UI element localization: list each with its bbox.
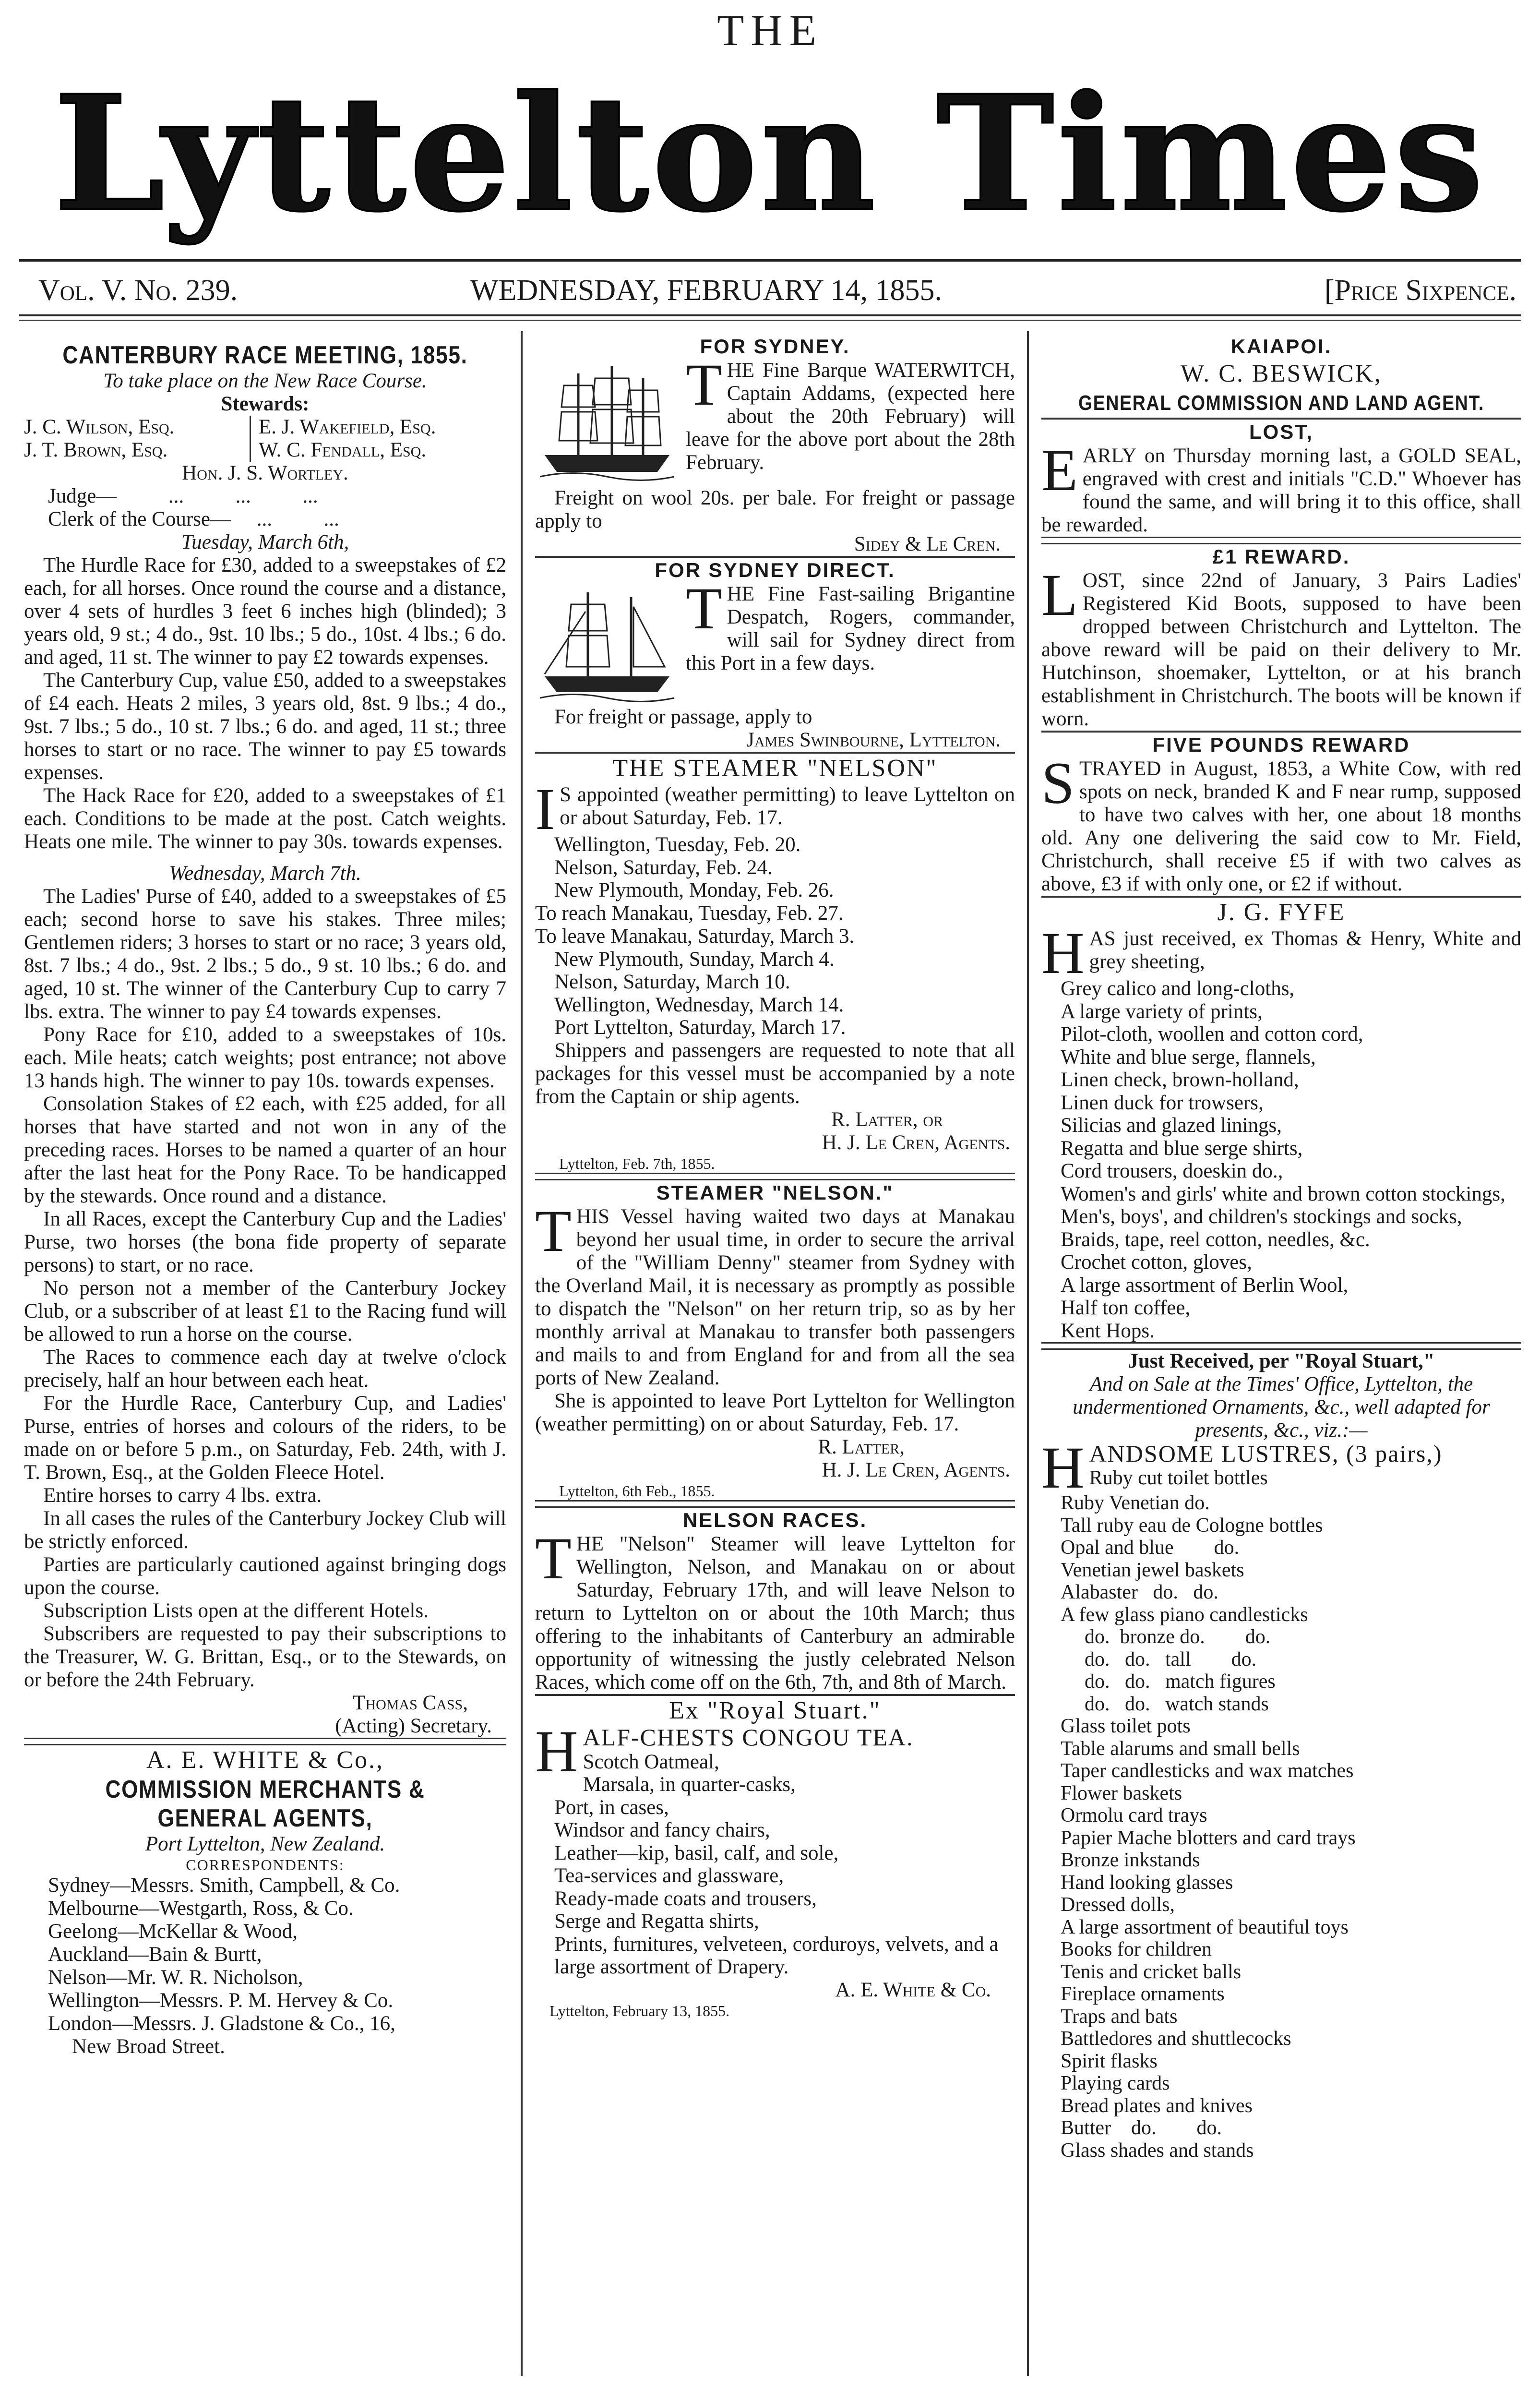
ornament-item: Ormolu card trays (1061, 1804, 1207, 1826)
steward-brown: J. T. Brown, Esq. (24, 439, 168, 461)
drop-cap: T (686, 576, 722, 641)
ornaments-list (1041, 1467, 1521, 2162)
for-sydney-heading: FOR SYDNEY. (700, 335, 850, 358)
separator (535, 1500, 1015, 1508)
royal-item: Port, in cases, (554, 1796, 669, 1819)
freight-text: Freight on wool 20s. per bale. For freight or passage apply to (535, 487, 1015, 532)
fyfe-item: Linen duck for trowsers, (1061, 1091, 1264, 1114)
nelson-races-heading: NELSON RACES. (682, 1508, 868, 1531)
masthead-title: Lyttelton Times (53, 60, 1487, 247)
fyfe-intro-text: AS just received, ex Thomas & Henry, White and grey sheeting, (1089, 927, 1521, 973)
steamer-nelson-heading: THE STEAMER "NELSON" (612, 755, 938, 782)
ornament-item: do. do. match figures (1085, 1670, 1276, 1693)
despatch-ad (535, 576, 1015, 675)
ornament-item: Bronze inkstands (1061, 1849, 1200, 1871)
correspondent-1: Melbourne—Westgarth, Ross, & Co. (48, 1897, 354, 1920)
hurdle-race-text: The Hurdle Race for £30, added to a sweepstakes of £2 each, for all horses. Once round the course and a distance, over 4 sets of hurdles 3 feet 6 inches high (blinded); 3 years old, 9 st.; 4 do., 9st. 10 lbs.; 5 do., 10st. 4 lbs.; 6 do. and aged, 11 st. The winner to pay £2 towards expenses. (24, 554, 506, 669)
fyfe-item: White and blue serge, flannels, (1061, 1045, 1316, 1069)
royal-stuart-list (535, 1751, 1015, 1979)
race-meeting-subheading: To take place on the New Race Course. (103, 370, 427, 392)
ornament-item: A few glass piano candlesticks (1061, 1603, 1308, 1626)
schedule-item: Nelson, Saturday, March 10. (554, 971, 790, 993)
column-divider-1 (521, 331, 523, 2376)
correspondent-0: Sydney—Messrs. Smith, Campbell, & Co. (48, 1874, 400, 1897)
ornament-item: Papier Mache blotters and card trays (1061, 1826, 1356, 1849)
correspondent-3: Auckland—Bain & Burtt, (48, 1943, 262, 1966)
entries-rule: For the Hurdle Race, Canterbury Cup, and Ladies' Purse, entries of horses and colours of the riders, to be made on or before 5 p.m., on Saturday, Feb. 24th, with J. T. Brown, Esq., at the Golden Fleece Hotel. (24, 1392, 506, 1484)
fyfe-item: A large variety of prints, (1061, 1000, 1263, 1023)
dogs-rule: Parties are particularly cautioned against bringing dogs upon the course. (24, 1553, 506, 1599)
steward-wortley: Hon. J. S. Wortley. (182, 462, 348, 484)
club-rules-rule: In all cases the rules of the Canterbury Jockey Club will be strictly enforced. (24, 1507, 506, 1553)
ornament-item: Hand looking glasses (1061, 1871, 1233, 1894)
pony-race-text: Pony Race for £10, added to a sweepstakes of 10s. each. Mile heats; catch weights; post entrance; not above 13 hands high. The winner to pay 10s. towards expenses. (24, 1023, 506, 1092)
drop-cap: H (1041, 1435, 1085, 1501)
drop-cap: H (535, 1718, 578, 1784)
ornament-item: do. do. watch stands (1085, 1693, 1269, 1715)
white-company-subheading: COMMISSION MERCHANTS & GENERAL AGENTS, (105, 1776, 425, 1832)
drop-cap: H (1041, 920, 1085, 986)
reward-heading: £1 REWARD. (1212, 545, 1350, 568)
dateline (19, 269, 1521, 312)
separator (24, 1738, 506, 1745)
subscription-lists-rule: Subscription Lists open at the different Hotels. (43, 1599, 429, 1622)
separator (1041, 1342, 1521, 1350)
correspondent-5: Wellington—Messrs. P. M. Hervey & Co. (48, 1989, 394, 2012)
waterwitch-ad (535, 352, 1015, 474)
just-received-subheading: And on Sale at the Times' Office, Lyttelton, the undermentioned Ornaments, &c., well adapted for presents, &c., viz.:— (1073, 1373, 1490, 1442)
schedule-item: Port Lyttelton, Saturday, March 17. (554, 1016, 846, 1039)
royal-item: Tea-services and glassware, (554, 1864, 784, 1887)
ornament-item: Opal and blue do. (1061, 1537, 1240, 1559)
royal-item: Leather—kip, basil, calf, and sole, (554, 1841, 839, 1864)
clerk-line: Clerk of the Course— ... ... (48, 508, 339, 530)
steward-wakefield: E. J. Wakefield, Esq. (250, 416, 436, 439)
royal-item: Windsor and fancy chairs, (554, 1819, 770, 1841)
stewards-row-2 (24, 439, 506, 462)
royal-item: Serge and Regatta shirts, (554, 1910, 759, 1933)
ornament-item: Flower baskets (1061, 1782, 1182, 1804)
fyfe-item: Women's and girls' white and brown cotton stockings, (1061, 1182, 1505, 1205)
price: [Price Sixpence. (1324, 274, 1516, 307)
white-company-place: Port Lyttelton, New Zealand. (145, 1833, 385, 1855)
subscribers-rule: Subscribers are requested to pay their subscriptions to the Treasurer, W. G. Brittan, Esq., or to the Stewards, on or before the 24th February. (24, 1622, 506, 1691)
leave-manakau: To leave Manakau, Saturday, March 3. (535, 925, 855, 948)
ornament-item: Bread plates and knives (1061, 2094, 1253, 2117)
ornament-item: Spirit flasks (1061, 2050, 1158, 2072)
kaiapoi-heading: KAIAPOI. (1230, 335, 1332, 358)
steamer-intro-text: S appointed (weather permitting) to leave Lyttelton on or about Saturday, Feb. 17. (560, 783, 1015, 829)
ornament-item: A large assortment of beautiful toys (1061, 1916, 1349, 1938)
congou-tea-text: ALF-CHESTS CONGOU TEA. (583, 1723, 914, 1751)
fyfe-item: Men's, boys', and children's stockings and socks, (1061, 1205, 1462, 1228)
column-3 (1041, 331, 1521, 2381)
five-pounds-heading: FIVE POUNDS REWARD (1152, 733, 1410, 756)
ornament-item: Tall ruby eau de Cologne bottles (1061, 1514, 1323, 1537)
royal-item: Prints, furnitures, velveteen, corduroys, velvets, and a large assortment of Drapery. (554, 1933, 999, 1978)
ornament-item: do. do. tall do. (1085, 1648, 1257, 1670)
schedule-list-1 (535, 833, 1015, 902)
agents-le-cren: H. J. Le Cren, Agents. (822, 1458, 1010, 1481)
fyfe-heading: J. G. FYFE (1217, 899, 1346, 926)
ornament-item: Venetian jewel baskets (1061, 1559, 1244, 1581)
ornament-item: do. bronze do. do. (1085, 1626, 1271, 1648)
drop-cap: I (535, 776, 555, 842)
correspondent-4: Nelson—Mr. W. R. Nicholson, (48, 1966, 303, 1989)
five-pounds-body (1041, 750, 1521, 896)
just-received-heading: Just Received, per "Royal Stuart," (1128, 1350, 1435, 1372)
consolation-stakes-text: Consolation Stakes of £2 each, with £25 added, for all horses that have started and not won in any of the preceding races. Horses to be named a quarter of an hour after the last heat for the Pony Race. To be handicapped by the stewards. Once round and a distance. (24, 1093, 506, 1207)
masthead-the: THE (717, 6, 823, 55)
ship-icon (535, 583, 679, 703)
steamer-nelson-2-heading: STEAMER "NELSON." (656, 1181, 894, 1204)
column-divider-2 (1027, 331, 1029, 2376)
swinbourne: James Swinbourne, Lyttelton. (746, 729, 1001, 751)
steamer-2-body (535, 1198, 1015, 1390)
hack-race-text: The Hack Race for £20, added to a sweepstakes of £1 each. Conditions to be made at the post. Catch weights. Heats one mile. The winner to pay 30s. towards expenses. (24, 784, 506, 853)
drop-cap: E (1041, 437, 1078, 503)
despatch-freight-text: For freight or passage, apply to (554, 706, 812, 728)
steamer-2-text: HIS Vessel having waited two days at Manakau beyond her usual time, in order to secure the arrival of the "William Denny" steamer from Sydney with the Overland Mail, it is necessary as promptly as possible to dispatch the "Nelson" on her return trip, so as by her monthly arrival at Manakau to transfer both passengers and mails to and from England for and from all the sea ports of New Zealand. (535, 1205, 1015, 1389)
ornament-item: Butter do. do. (1061, 2117, 1222, 2139)
royal-stuart-heading: Ex "Royal Stuart." (669, 1696, 881, 1724)
stewards-row-1 (24, 416, 506, 439)
drop-cap: T (535, 1525, 572, 1591)
schedule-item: Nelson, Saturday, Feb. 24. (554, 856, 773, 879)
steamer-date: Lyttelton, Feb. 7th, 1855. (559, 1154, 715, 1172)
fyfe-item: Braids, tape, reel cotton, needles, &c. (1061, 1228, 1370, 1251)
nelson-races-body (535, 1525, 1015, 1694)
waterwitch-text: HE Fine Barque WATERWITCH, Captain Addams, (expected here about the 20th February) will leave for the above port about the 28th February. (686, 359, 1015, 474)
fyfe-item: Kent Hops. (1061, 1319, 1155, 1342)
steamer-2-date: Lyttelton, 6th Feb., 1855. (559, 1482, 715, 1500)
five-pounds-text: TRAYED in August, 1853, a White Cow, with red spots on neck, branded K and F near rump, supposed to have two calves with her, one about 18 months old. Any one delivering the said cow to Mr. Field, Christchurch, shall receive £5 if with two calves as above, £3 if with only one, or £2 if without. (1041, 757, 1521, 895)
ornament-item: Fireplace ornaments (1061, 1983, 1225, 2005)
canterbury-cup-text: The Canterbury Cup, value £50, added to a sweepstakes of £4 each. Heats 2 miles, 3 years old, 8st. 9 lbs.; 4 do., 9st. 7 lbs.; 5 do., 10 st. 7 lbs.; 6 do. and aged, 11 st.; three horses to start or no race. The winner to pay £5 towards expenses. (24, 669, 506, 784)
ornament-item: Ruby Venetian do. (1061, 1492, 1210, 1514)
secretary-title: (Acting) Secretary. (335, 1715, 492, 1737)
ornament-item: Tenis and cricket balls (1061, 1960, 1242, 1983)
ornament-item: Table alarums and small bells (1061, 1737, 1300, 1760)
fyfe-item: Regatta and blue serge shirts, (1061, 1137, 1303, 1160)
schedule-list-2 (535, 948, 1015, 1039)
ladies-purse-text: The Ladies' Purse of £40, added to a sweepstakes of £5 each; second horse to save his stakes. Three miles; Gentlemen riders; 3 horses to start or no race; 3 years old, 8st. 7 lbs.; 4 do., 9st. 2 lbs.; 5 do., 9 st. 10 lbs.; 6 do. and aged, 10 st. The winner of the Canterbury Cup to carry 7 lbs. extra. The winner to pay £4 towards expenses. (24, 885, 506, 1023)
steward-fendall: W. C. Fendall, Esq. (250, 439, 426, 462)
royal-date: Lyttelton, February 13, 1855. (549, 2002, 730, 2019)
race-meeting-heading: CANTERBURY RACE MEETING, 1855. (62, 341, 468, 369)
drop-cap: T (535, 1198, 572, 1264)
royal-signature: A. E. White & Co. (835, 1978, 991, 2001)
ornament-item: Glass shades and stands (1061, 2139, 1254, 2162)
fyfe-item: Crochet cotton, gloves, (1061, 1251, 1252, 1274)
drop-cap: L (1041, 562, 1078, 628)
separator (535, 1173, 1015, 1180)
lost-text: ARLY on Thursday morning last, a GOLD SEAL, engraved with crest and initials "C.D." Whoever has found the same, and will bring it to this office, shall be rewarded. (1041, 445, 1521, 536)
ornament-item: Books for children (1061, 1938, 1212, 1960)
secretary-name: Thomas Cass, (353, 1692, 468, 1714)
schedule-item: New Plymouth, Sunday, March 4. (554, 948, 835, 971)
fyfe-intro (1041, 920, 1521, 986)
masthead-rule-bottom (19, 314, 1521, 316)
nelson-races-text: HE "Nelson" Steamer will leave Lyttelton for Wellington, Nelson, and Manakau on or about Saturday, February 17th, and will leave Nelson to return to Lyttelton on or about the 10th March; thus offering to the inhabitants of Canterbury an admirable opportunity of witnessing the justly celebrated Nelson Races, which come off on the 6th, 7th, and 8th of March. (535, 1532, 1015, 1694)
correspondent-6: London—Messrs. J. Gladstone & Co., 16, (48, 2012, 395, 2035)
drop-cap: S (1041, 750, 1074, 816)
schedule-item: New Plymouth, Monday, Feb. 26. (554, 879, 834, 901)
reach-manakau: To reach Manakau, Tuesday, Feb. 27. (535, 901, 844, 925)
reward-body (1041, 562, 1521, 731)
royal-item: Scotch Oatmeal, (583, 1750, 719, 1773)
day-two-heading: Wednesday, March 7th. (169, 862, 361, 885)
despatch-text: HE Fine Fast-sailing Brigantine Despatch, Rogers, commander, will sail for Sydney direct from this Port in a few days. (686, 583, 1015, 674)
ornament-item: Playing cards (1061, 2072, 1170, 2094)
volume-number: Vol. V. No. 239. (38, 274, 238, 307)
commence-rule: The Races to commence each day at twelve o'clock precisely, half an hour between each heat. (24, 1346, 506, 1392)
agents-latter: R. Latter, or (831, 1108, 943, 1131)
fyfe-item: Half ton coffee, (1061, 1297, 1191, 1319)
fyfe-item: Cord trousers, doeskin do., (1061, 1160, 1283, 1182)
beswick-subheading: GENERAL COMMISSION AND LAND AGENT. (1078, 391, 1484, 415)
masthead-rule-top (19, 259, 1521, 262)
ornament-item: Ruby cut toilet bottles (1089, 1467, 1268, 1489)
beswick-name: W. C. BESWICK, (1181, 360, 1382, 387)
column-2 (535, 331, 1015, 2381)
steamer-intro (535, 776, 1015, 842)
steamer-2-text-2: She is appointed to leave Port Lyttelton for Wellington (weather permitting) on or about Saturday, Feb. 17. (535, 1389, 1015, 1435)
white-company-heading: A. E. WHITE & Co., (146, 1746, 384, 1774)
ornament-item: Battledores and shuttlecocks (1061, 2028, 1291, 2050)
royal-item: Marsala, in quarter-casks, (583, 1773, 796, 1796)
drop-cap: T (686, 352, 722, 418)
correspondent-2: Geelong—McKellar & Wood, (48, 1920, 298, 1943)
entire-horses-rule: Entire horses to carry 4 lbs. extra. (43, 1484, 322, 1507)
schedule-item: Wellington, Tuesday, Feb. 20. (554, 833, 801, 856)
issue-date: WEDNESDAY, FEBRUARY 14, 1855. (470, 274, 942, 307)
fyfe-item: A large assortment of Berlin Wool, (1061, 1274, 1349, 1297)
for-sydney-direct-heading: FOR SYDNEY DIRECT. (655, 559, 895, 581)
column-1 (24, 331, 506, 2381)
masthead-rule-thin (19, 320, 1521, 321)
agents-le-cren: H. J. Le Cren, Agents. (822, 1131, 1010, 1154)
ornament-item: Traps and bats (1061, 2005, 1178, 2028)
fyfe-item: Pilot-cloth, woollen and cotton cord, (1061, 1023, 1363, 1045)
correspondents-label: CORRESPONDENTS: (186, 1856, 345, 1874)
lustres-text: ANDSOME LUSTRES, (3 pairs,) (1089, 1440, 1443, 1467)
fyfe-item: Linen check, brown-holland, (1061, 1069, 1299, 1091)
all-races-rule: In all Races, except the Canterbury Cup and the Ladies' Purse, two horses (the bona fide property of separate persons) to start, or no race. (24, 1208, 506, 1276)
fyfe-item: Grey calico and long-cloths, (1061, 977, 1295, 1000)
ornament-item: Glass toilet pots (1061, 1715, 1191, 1737)
stewards-label: Stewards: (221, 393, 310, 415)
fyfe-item: Silicias and glazed linings, (1061, 1114, 1282, 1137)
day-one-heading: Tuesday, March 6th, (181, 531, 349, 553)
ornament-item: Alabaster do. do. (1061, 1581, 1218, 1603)
correspondent-7: New Broad Street. (72, 2035, 225, 2058)
lost-body (1041, 437, 1521, 537)
steward-wilson: J. C. Wilson, Esq. (24, 416, 175, 438)
ornament-item: Taper candlesticks and wax matches (1061, 1760, 1354, 1782)
judge-line: Judge— ... ... ... (48, 485, 318, 507)
member-rule: No person not a member of the Canterbury Jockey Club, or a subscriber of at least £1 to the Racing fund will be allowed to run a horse on the course. (24, 1277, 506, 1346)
agents-latter: R. Latter, (818, 1435, 905, 1458)
shippers-text: Shippers and passengers are requested to note that all packages for this vessel must be accompanied by a note from the Captain or ship agents. (535, 1039, 1015, 1108)
royal-item: Ready-made coats and trousers, (554, 1887, 817, 1910)
schedule-item: Wellington, Wednesday, March 14. (554, 993, 844, 1016)
fyfe-list (1041, 977, 1521, 1342)
ornament-item: Dressed dolls, (1061, 1894, 1175, 1916)
reward-text: OST, since 22nd of January, 3 Pairs Ladies' Registered Kid Boots, supposed to have been dropped between Christchurch and Lyttelton. The above reward will be paid on their delivery to Mr. Hutchinson, shoemaker, Lyttelton, or at his branch establishment in Christchurch. The boots will be known if worn. (1041, 569, 1521, 730)
sidey-le-cren: Sidey & Le Cren. (854, 533, 1001, 555)
ship-icon (535, 359, 679, 484)
separator (1041, 537, 1521, 544)
lost-heading: LOST, (1249, 421, 1313, 443)
